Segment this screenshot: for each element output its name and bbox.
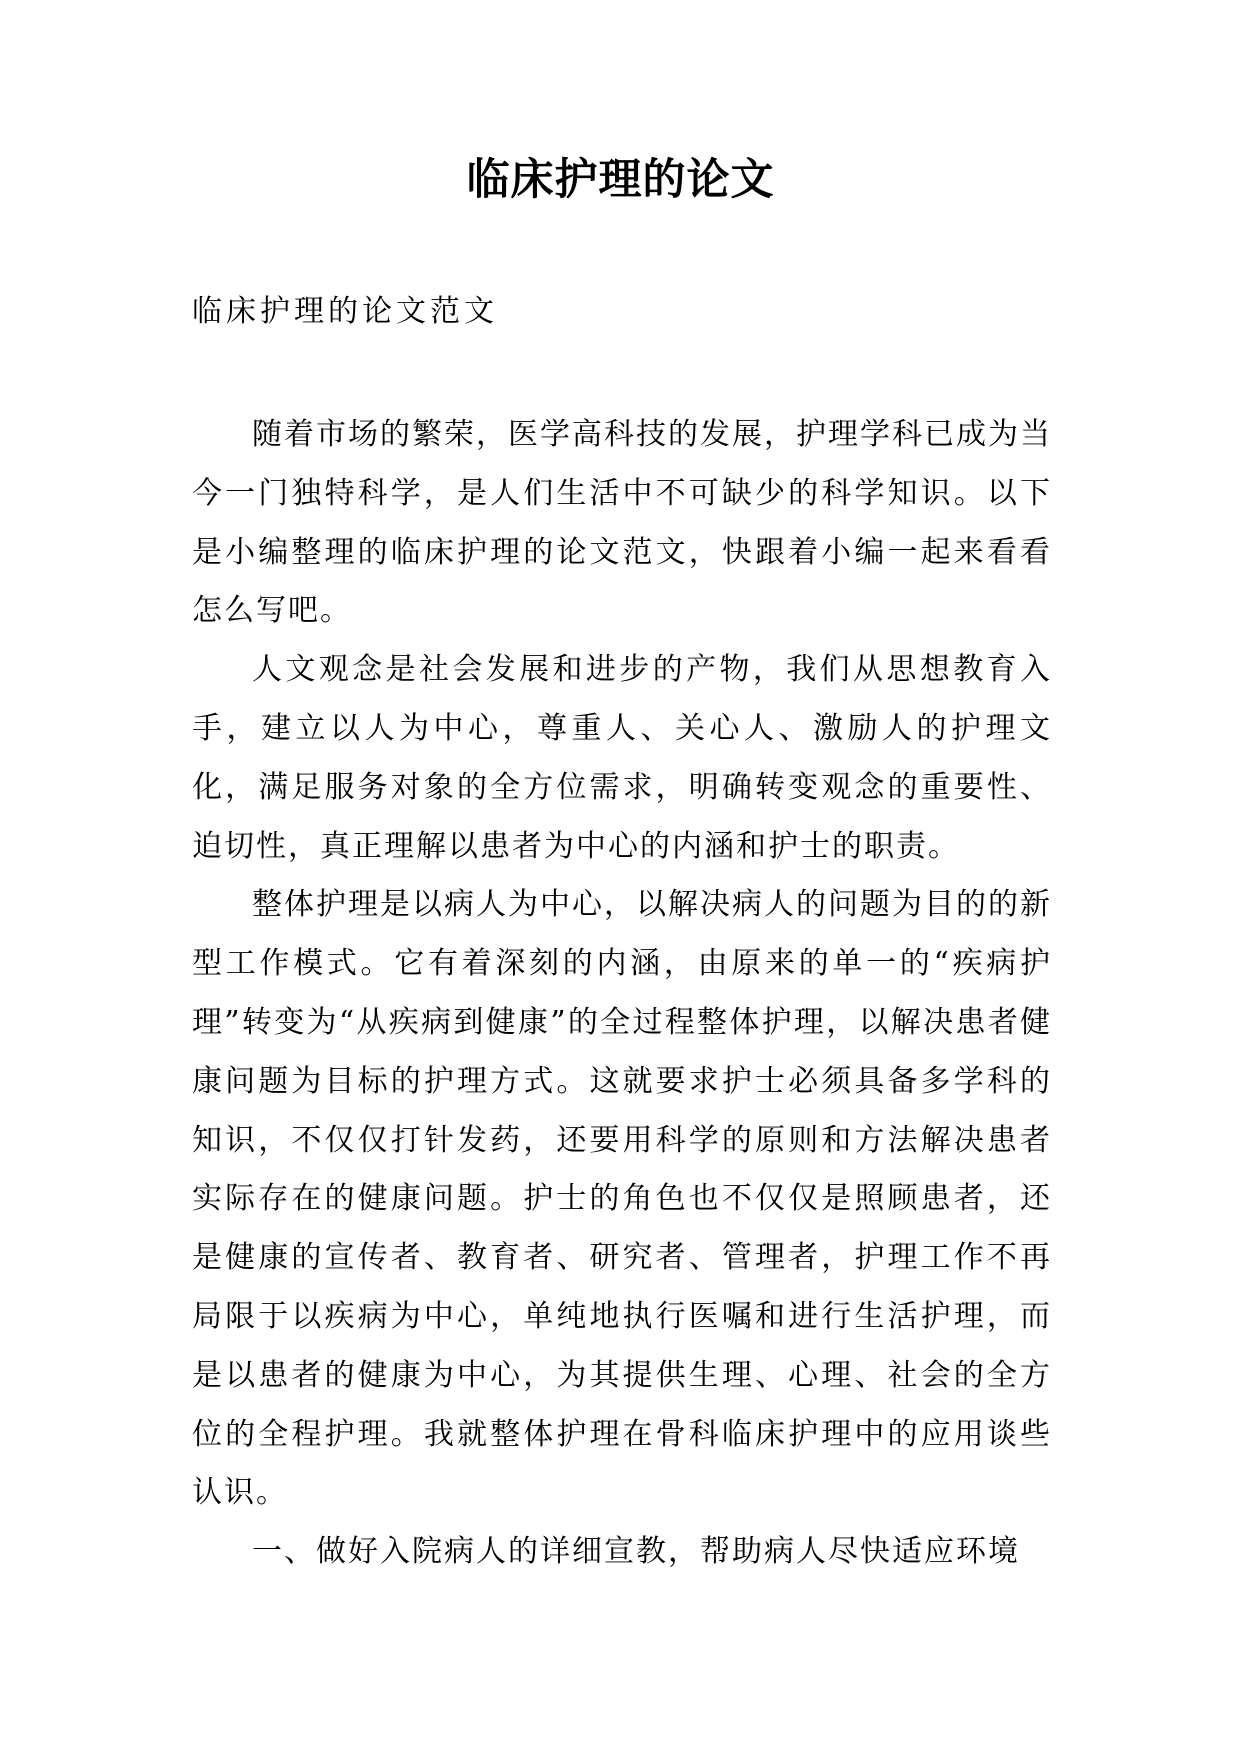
document-title: 临床护理的论文	[466, 155, 775, 205]
paragraph: 整体护理是以病人为中心，以解决病人的问题为目的的新型工作模式。它有着深刻的内涵，由原来的单一的“疾病护理”转变为“从疾病到健康”的全过程整体护理，以解决患者健康问题为目标的护理方式。这就要求护士必须具备多学科的知识，不仅仅打针发药，还要用科学的原则和方法解决患者实际存在的健康问题。护士的角色也不仅仅是照顾患者，还是健康的宣传者、教育者、研究者、管理者，护理工作不再局限于以疾病为中心，单纯地执行医嘱和进行生活护理，而是以患者的健康为中心，为其提供生理、心理、社会的全方位的全程护理。我就整体护理在骨科临床护理中的应用谈些认识。	[192, 887, 1052, 1511]
paragraph: 人文观念是社会发展和进步的产物，我们从思想教育入手，建立以人为中心，尊重人、关心人、激励人的护理文化，满足服务对象的全方位需求，明确转变观念的重要性、迫切性，真正理解以患者为中心的内涵和护士的职责。	[192, 652, 1052, 864]
paragraph: 一、做好入院病人的详细宣教，帮助病人尽快适应环境	[252, 1534, 1020, 1570]
paragraph: 随着市场的繁荣，医学高科技的发展，护理学科已成为当今一门独特科学，是人们生活中不可缺少的科学知识。以下是小编整理的临床护理的论文范文，快跟着小编一起来看看怎么写吧。	[192, 417, 1052, 629]
document-body	[192, 406, 1052, 1582]
document-subtitle: 临床护理的论文范文	[192, 294, 498, 329]
